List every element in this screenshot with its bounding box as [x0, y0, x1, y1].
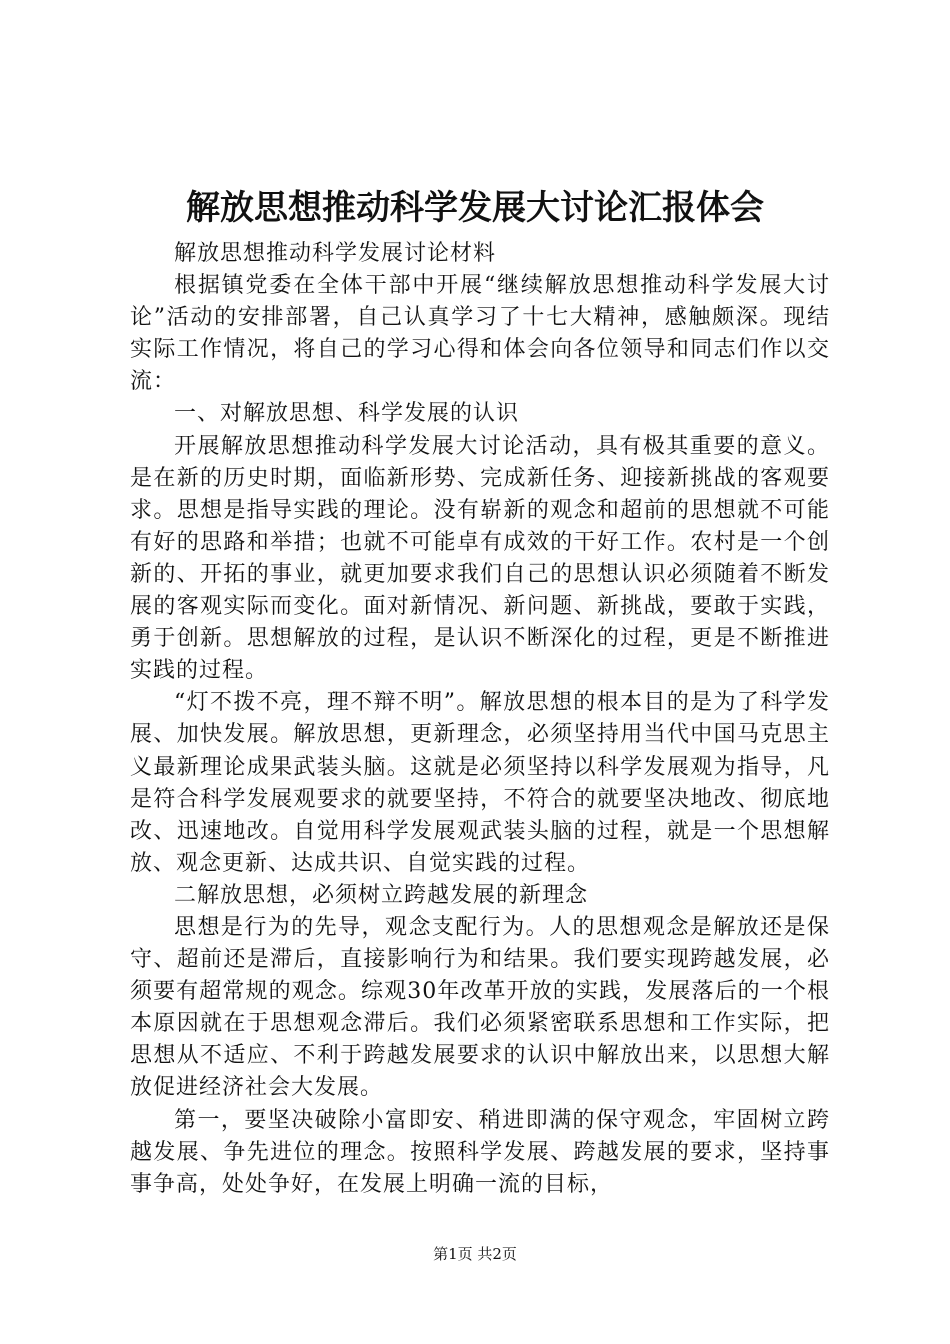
paragraph-intro: 根据镇党委在全体干部中开展“继续解放思想推动科学发展大讨论”活动的安排部署，自己认真学习了十七大精神，感触颇深。现结实际工作情况，将自己的学习心得和体会向各位领导和同志们作以交流： [130, 273, 830, 395]
section-heading-2: 二解放思想，必须树立跨越发展的新理念 [174, 882, 589, 908]
paragraph-significance: 开展解放思想推动科学发展大讨论活动，具有极其重要的意义。是在新的历史时期，面临新形势、完成新任务、迎接新挑战的客观要求。思想是指导实践的理论。没有崭新的观念和超前的思想就不可能有好的思路和举措；也就不可能卓有成效的干好工作。农村是一个创新的、开拓的事业，就更加要求我们自己的思想认识必须随着不断发展的客观实际而变化。面对新情况、新问题、新挑战，要敢于实践，勇于创新。思想解放的过程，是认识不断深化的过程，更是不断推进实践的过程。 [130, 433, 830, 684]
paragraph-first-point: 第一，要坚决破除小富即安、稍进即满的保守观念，牢固树立跨越发展、争先进位的理念。按照科学发展、跨越发展的要求，坚持事事争高，处处争好，在发展上明确一流的目标， [130, 1107, 830, 1197]
document-title: 解放思想推动科学发展大讨论汇报体会 [186, 188, 764, 228]
paragraph-concepts: 思想是行为的先导，观念支配行为。人的思想观念是解放还是保守、超前还是滞后，直接影响行为和结果。我们要实现跨越发展，必须要有超常规的观念。综观30年改革开放的实践，发展落后的一个根本原因就在于思想观念滞后。我们必须紧密联系思想和工作实际，把思想从不适应、不利于跨越发展要求的认识中解放出来，以思想大解放促进经济社会大发展。 [130, 914, 830, 1101]
paragraph-subtitle: 解放思想推动科学发展讨论材料 [174, 241, 497, 266]
section-heading-1: 一、对解放思想、科学发展的认识 [174, 401, 520, 427]
paragraph-quote: “灯不拨不亮，理不辩不明”。解放思想的根本目的是为了科学发展、加快发展。解放思想，更新理念，必须坚持用当代中国马克思主义最新理论成果武装头脑。这就是必须坚持以科学发展观为指导，凡是符合科学发展观要求的就要坚持，不符合的就要坚决地改、彻底地改、迅速地改。自觉用科学发展观武装头脑的过程，就是一个思想解放、观念更新、达成共识、自觉实践的过程。 [130, 690, 830, 876]
document-body [130, 238, 830, 1201]
page-footer: 第1页 共2页 [433, 1245, 517, 1263]
